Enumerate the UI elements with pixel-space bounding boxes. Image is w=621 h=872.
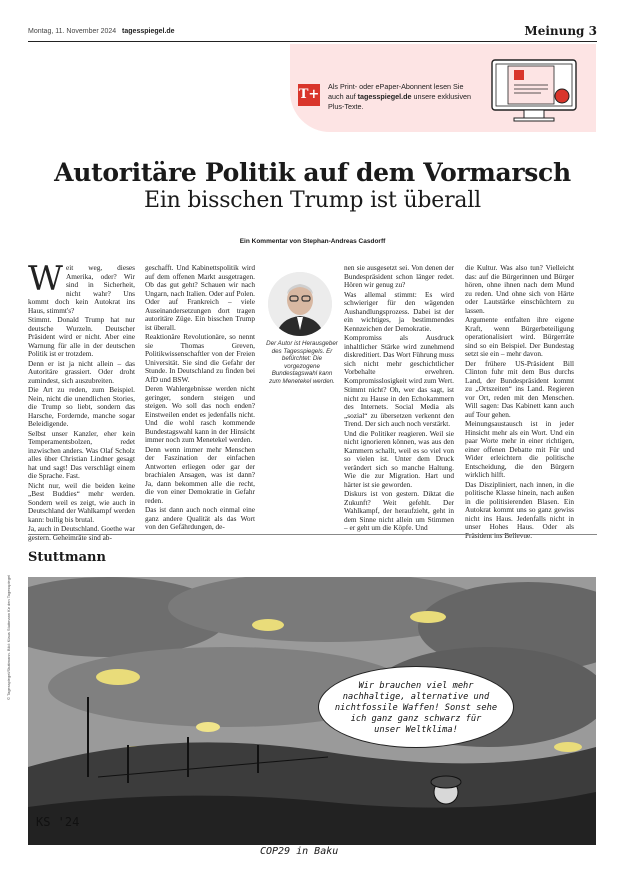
article-column-3: nen sie ausgesetzt sei. Von denen der Bundespräsident schon länger redet. Hören wir genug zu? Was allemal stimmt: Es wird schwieriger für den wägenden Aushandlungsprozess. Dabei ist der ein wichtiges, ja bestimmendes Kennzeichen der Demokratie. Kompromiss als Ausdruck inhaltlicher Stärke wird zunehmend diskreditiert. Das Wort Führung muss sich nicht mehr geschichtlicher Vorbehalte erwehren. Kompromisslosigkeit wird zum Wert. Stimmt nicht? Oh, wer das sagt, ist nicht zu Hause in den Echokammern des Internets. Social Media als „sozial“ zu übersetzen verkennt den Trend. Der sich auch noch verstärkt. Und die Politiker reagieren. Weil sie nicht ignorieren können, was aus den Kammern schallt, weil es so viel von so vielen ist. Unter dem Druck verändert sich so manche Haltung. Wie die zur Migration. Hart und härter ist sie geworden. Diskurs ist von gestern. Diktat die Zukunft? Weit gefehlt. Der Wahlkampf, der heraufzieht, geht in dem Sinne nicht allein um Stimmen – er geht um die Köpfe. Und (344, 263, 454, 532)
article-title: Autoritäre Politik auf dem Vormarsch (54, 158, 571, 187)
cartoon-credit: © Tagesspiegel/Stuttmann. Bild: Klaus Stuttmann für den Tagesspiegel (6, 574, 11, 700)
header-rule (28, 41, 597, 42)
author-portrait-icon (268, 272, 332, 336)
section-divider (28, 534, 597, 535)
article-column-4: die Kultur. Was also tun? Vielleicht das: auf die Bürgerinnen und Bürger hören, ohne ihnen nach dem Mund zu reden. Und ohne sich von Härte oder Lautstärke einschüchtern zu lassen. Argumente entfalten ihre eigene Kraft, wenn Bürgerbeteiligung operationalisiert wird. Bürgerräte sind so ein Beispiel. Der Bundestag setzt sie ein – mehr davon. Der frühere US-Präsident Bill Clinton fuhr mit dem Bus durchs Land, der Bundespräsident kommt zu „Ortszeiten“ ins Land. Regieren vor Ort, reden mit den Menschen. Will sagen: Das Kabinett kann auch auf Tour gehen. Meinungsaustausch ist in jeder Hinsicht mehr als ein Wort. Und ein paar Worte mehr in einer richtigen, einer offenen Debatte mit Für und Wider erleichtern die politische Entscheidung, die den Bürgern wirklich hilft. Das Diszipliniert, nach innen, in die politische Klasse hinein, nach außen in die politisierenden Blasen. Ein Autokrat kommt uns so ganz gewiss nicht ins Haus. Jedenfalls nicht in unser Hohes Haus. Oder als Präsident ins Bellevue. (465, 263, 574, 540)
author-photo (268, 272, 332, 336)
drop-cap: W (28, 259, 63, 299)
header-dateline (28, 28, 175, 35)
cartoon-caption: COP29 in Baku (260, 846, 339, 857)
promo-site-link[interactable]: tagesspiegel.de (357, 92, 412, 101)
section-name: Meinung (524, 24, 585, 38)
article-column-1: Weit weg, dieses Amerika, oder? Wir sind in Sicherheit, nicht wahr? Uns kommt doch kein Autokrat ins Haus, stimmt's? Stimmt. Donald Trump hat nur deutsche Wurzeln. Deutscher Präsident wird er nicht. Aber eine Warnung für alle in der deutschen Politik ist er trotzdem. Denn er ist ja nicht allein – das Autoritäre grassiert. Oder droht zumindest, sich auszubreiten. Die Art zu reden, zum Beispiel. Nein, nicht die unendlichen Stories, die Trump so liebt, sondern das Harsche, Fordernde, manche sogar Beleidigende. Selbst unser Kanzler, eher kein Temperamentsbolzen, redet inzwischen anders. Was Olaf Scholz alles über Christian Lindner gesagt hat und sagt! Das verschlägt einem die Sprache. Fast. Nicht nur, weil die beiden keine „Best Buddies“ mehr werden. Sondern weil es zeigt, wie auch in Deutschland der Wahlkampf werden kann: bullig bis brutal. Ja, auch in Deutschland. Goethe war gestern. Geheimräte sind ab- (28, 259, 135, 542)
author-caption: Der Autor ist Herausgeber des Tagesspiegels. Er befürchtet: Die vorgezogene Bundestagswahl kann zum Menetekel werden. (266, 340, 338, 385)
cartoon-section-title: Stuttmann (28, 550, 106, 565)
speech-bubble: Wir brauchen viel mehr nachhaltige, alternative und nichtfossile Waffen! Sonst sehe ich ganz ganz schwarz für unser Weltklima! (318, 666, 514, 748)
article-subtitle: Ein bisschen Trump ist überall (143, 188, 482, 213)
header-section (524, 24, 597, 38)
page-number: 3 (588, 24, 597, 38)
cartoon-signature: KS '24 (36, 815, 80, 829)
computer-illustration-icon (486, 56, 588, 126)
article-byline: Ein Kommentar von Stephan-Andreas Casdorff (239, 238, 386, 245)
promo-text: Als Print- oder ePaper-Abonnent lesen Sie auch auf tagesspiegel.de unsere exklusiven Plus-Texte. (328, 82, 472, 111)
header-site-link[interactable]: tagesspiegel.de (122, 28, 175, 35)
article-column-2: geschafft. Und Kabinettspolitik wird auf dem offenen Markt ausgetragen. Ob das gut geht? Schauen wir nach Ungarn, nach Italien. Oder auf Polen. Oder auf Frankreich – viele Auseinandersetzungen dort tragen autoritäre Züge. Ein bisschen Trump ist überall. Reaktionäre Revolutionäre, so nennt sie Thomas Greven, Politikwissenschaftler von der Freien Universität. Sie sind die Gefahr der Stunde. In Deutschland zu finden bei AfD und BSW. Deren Wahlergebnisse werden nicht geringer, sondern steigen und steigen. Wo soll das noch enden? Einstweilen endet es jedenfalls nicht. Und die wohl rasch kommende Bundestagswahl kann in der Hinsicht immer noch zum Menetekel werden. Denn wenn immer mehr Menschen der Faszination der einfachen Antworten erliegen oder gar der brachialen Ansagen, was ist dann? Ja, dann bekommen alle die recht, die von einer Demokratie in Gefahr reden. Das ist dann auch noch einmal eine ganz andere Qualität als das Wort von den Gefährdungen, de- (145, 263, 255, 531)
tplus-badge-icon: T+ (298, 84, 320, 106)
header-date: Montag, 11. November 2024 (28, 28, 117, 35)
